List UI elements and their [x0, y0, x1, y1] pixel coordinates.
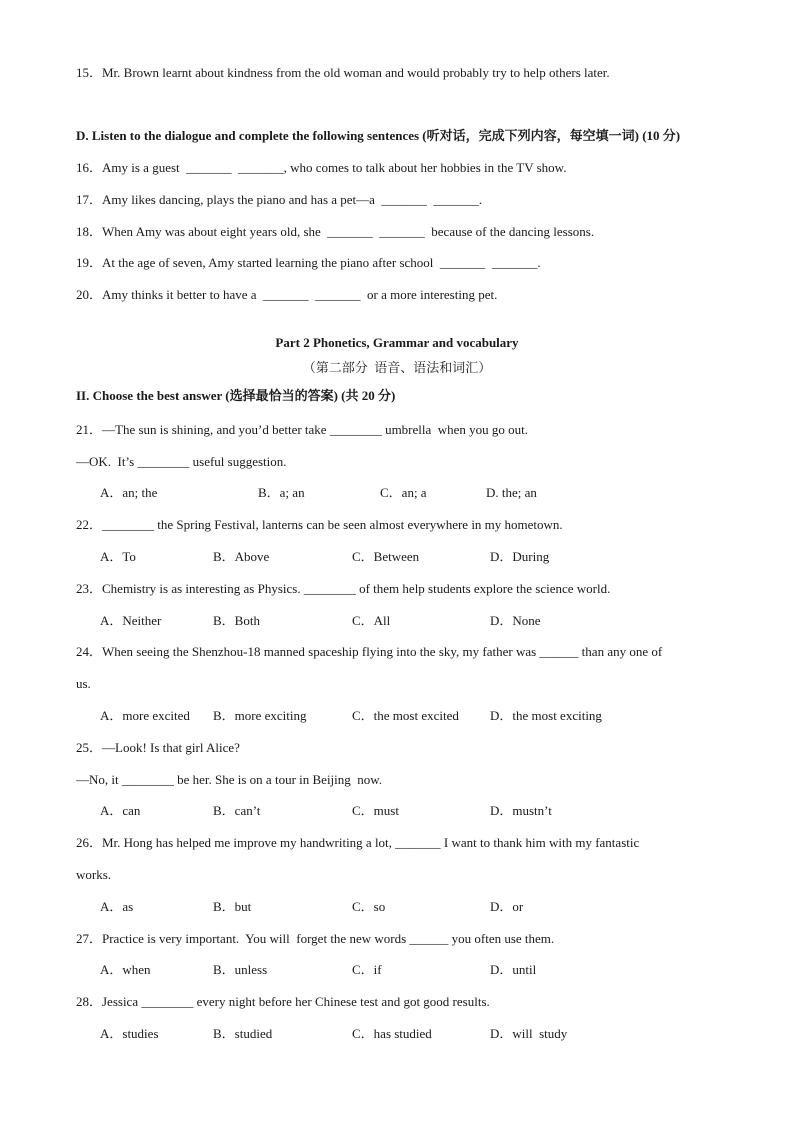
q25-option-b: B．can’t — [213, 803, 261, 818]
question-19: 19．At the age of seven, Amy started learning the piano after school _______ _______. — [76, 255, 541, 270]
q28-option-d: D．will study — [490, 1026, 568, 1041]
q25-option-d: D．mustn’t — [490, 803, 552, 818]
question-24-line1: 24．When seeing the Shenzhou-18 manned spaceship flying into the sky, my father was ______ than any one of — [76, 644, 663, 659]
question-18: 18．When Amy was about eight years old, she _______ _______ because of the dancing lessons. — [76, 224, 595, 239]
q22-option-b: B．Above — [213, 549, 270, 564]
q22-option-c: C．Between — [352, 549, 420, 564]
q22-option-d: D．During — [490, 549, 550, 564]
q25-option-a: A．can — [100, 803, 141, 818]
question-23: 23．Chemistry is as interesting as Physics. ________ of them help students explore the science world. — [76, 581, 611, 596]
q27-option-a: A．when — [100, 962, 151, 977]
q23-option-b: B．Both — [213, 613, 260, 628]
q21-option-b: B．a; an — [258, 485, 305, 500]
question-27: 27．Practice is very important. You will forget the new words ______ you often use them. — [76, 931, 555, 946]
section-d-heading: D. Listen to the dialogue and complete the following sentences (听对话，完成下列内容，每空填一词) (10 分) — [76, 128, 681, 143]
q27-option-c: C．if — [352, 962, 382, 977]
q22-option-a: A．To — [100, 549, 136, 564]
q28-option-b: B．studied — [213, 1026, 273, 1041]
q26-option-c: C．so — [352, 899, 386, 914]
question-25-line2: —No, it ________ be her. She is on a tour in Beijing now. — [76, 772, 383, 787]
q23-option-d: D．None — [490, 613, 541, 628]
question-17: 17．Amy likes dancing, plays the piano and has a pet—a _______ _______. — [76, 192, 483, 207]
question-26-line2: works. — [76, 867, 112, 882]
q24-option-b: B．more exciting — [213, 708, 307, 723]
q26-option-b: B．but — [213, 899, 252, 914]
q21-option-a: A．an; the — [100, 485, 158, 500]
question-25-line1: 25．—Look! Is that girl Alice? — [76, 740, 240, 755]
q24-option-a: A．more excited — [100, 708, 190, 723]
q24-option-d: D．the most exciting — [490, 708, 602, 723]
q28-option-c: C．has studied — [352, 1026, 432, 1041]
q25-option-c: C．must — [352, 803, 399, 818]
question-22: 22．________ the Spring Festival, lanterns can be seen almost everywhere in my hometown. — [76, 517, 563, 532]
q23-option-a: A．Neither — [100, 613, 162, 628]
q26-option-d: D．or — [490, 899, 524, 914]
question-28: 28．Jessica ________ every night before her Chinese test and got good results. — [76, 994, 490, 1009]
part2-subtitle: （第二部分 语音、语法和词汇） — [302, 360, 492, 375]
question-24-line2: us. — [76, 676, 91, 691]
q27-option-d: D．until — [490, 962, 537, 977]
part2-title: Part 2 Phonetics, Grammar and vocabulary — [275, 335, 519, 350]
question-16: 16．Amy is a guest _______ _______, who comes to talk about her hobbies in the TV show. — [76, 160, 567, 175]
question-21-line2: —OK. It’s ________ useful suggestion. — [76, 454, 287, 469]
question-26-line1: 26．Mr. Hong has helped me improve my handwriting a lot, _______ I want to thank him with my fantastic — [76, 835, 640, 850]
q27-option-b: B．unless — [213, 962, 268, 977]
q21-option-d: D. the; an — [486, 485, 537, 500]
q21-option-c: C．an; a — [380, 485, 427, 500]
question-20: 20．Amy thinks it better to have a _______ _______ or a more interesting pet. — [76, 287, 498, 302]
question-21-line1: 21．—The sun is shining, and you’d better take ________ umbrella when you go out. — [76, 422, 529, 437]
q23-option-c: C．All — [352, 613, 391, 628]
q24-option-c: C．the most excited — [352, 708, 459, 723]
q26-option-a: A．as — [100, 899, 134, 914]
question-15: 15．Mr. Brown learnt about kindness from the old woman and would probably try to help others later. — [76, 65, 610, 80]
q28-option-a: A．studies — [100, 1026, 159, 1041]
section-ii-heading: II. Choose the best answer (选择最恰当的答案) (共 20 分) — [76, 388, 396, 403]
